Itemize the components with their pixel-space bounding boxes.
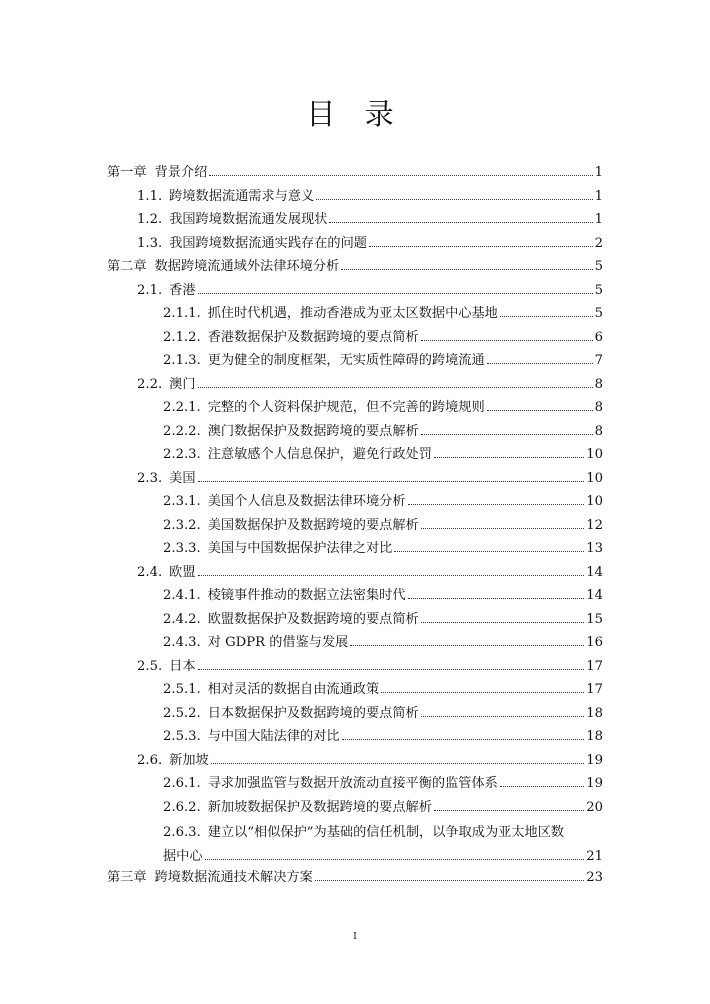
toc-entry[interactable] xyxy=(107,821,603,868)
toc-entry-title: 注意敏感个人信息保护，避免行政处罚 xyxy=(207,447,432,462)
toc-entry-number: 第一章 xyxy=(107,165,147,180)
toc-entry-title: 新加坡数据保护及数据跨境的要点解析 xyxy=(207,799,432,815)
toc-dot-leader xyxy=(421,528,584,529)
toc-dot-leader xyxy=(209,175,592,176)
toc-entry-page: 2 xyxy=(594,235,603,251)
toc-entry[interactable] xyxy=(107,751,603,775)
toc-entry-page: 6 xyxy=(594,329,603,345)
toc-entry-title: 完整的个人资料保护规范，但不完善的跨境规则 xyxy=(207,400,485,415)
toc-entry[interactable] xyxy=(107,492,603,516)
toc-entry-number: 2.1. xyxy=(137,282,163,298)
toc-entry-title: 棱镜事件推动的数据立法密集时代 xyxy=(207,588,406,603)
toc-dot-leader xyxy=(342,739,585,740)
toc-entry-page: 16 xyxy=(586,635,603,650)
toc-entry-title: 日本数据保护及数据跨境的要点简析 xyxy=(207,705,419,721)
toc-entry-number: 2.4.3. xyxy=(163,635,201,650)
toc-dot-leader xyxy=(434,810,584,811)
toc-entry-number: 1.1. xyxy=(137,188,163,204)
toc-entry-number: 第三章 xyxy=(107,870,147,885)
toc-entry-number: 2.3.2. xyxy=(163,517,201,533)
toc-entry-number: 2.3.3. xyxy=(163,541,201,556)
toc-entry-page: 10 xyxy=(586,470,603,486)
toc-dot-leader xyxy=(369,246,593,247)
toc-entry-page: 23 xyxy=(586,870,603,885)
toc-entry[interactable] xyxy=(107,469,603,493)
toc-entry-page: 1 xyxy=(594,188,603,204)
toc-entry-title: 美国数据保护及数据跨境的要点解析 xyxy=(207,517,419,533)
toc-entry-title: 欧盟 xyxy=(169,564,196,580)
toc-entry[interactable] xyxy=(107,281,603,305)
toc-entry-number: 2.6.3. xyxy=(163,825,201,840)
toc-entry-title: 新加坡 xyxy=(169,752,209,768)
toc-entry-page: 5 xyxy=(594,259,603,274)
toc-entry-number: 1.3. xyxy=(137,235,163,251)
toc-entry-number: 2.5. xyxy=(137,658,163,674)
toc-entry[interactable] xyxy=(107,633,603,657)
toc-entry-title: 澳门数据保护及数据跨境的要点解析 xyxy=(207,423,419,439)
toc-entry-title: 香港数据保护及数据跨境的要点简析 xyxy=(207,329,419,345)
toc-dot-leader xyxy=(500,316,593,317)
toc-dot-leader xyxy=(408,598,585,599)
toc-entry-number: 2.5.2. xyxy=(163,705,201,721)
toc-entry-title: 抓住时代机遇，推动香港成为亚太区数据中心基地 xyxy=(207,306,498,321)
page-number-footer: I xyxy=(353,932,357,942)
toc-entry-title: 与中国大陆法律的对比 xyxy=(207,729,340,744)
toc-entry[interactable] xyxy=(107,727,603,751)
toc-dot-leader xyxy=(500,786,584,787)
toc-dot-leader xyxy=(198,575,585,576)
toc-entry-number: 2.2.3. xyxy=(163,447,201,462)
toc-entry[interactable] xyxy=(107,657,603,681)
toc-entry[interactable] xyxy=(107,398,603,422)
toc-entry-number: 2.2.1. xyxy=(163,400,201,415)
toc-entry-number: 1.2. xyxy=(137,212,163,227)
toc-entry-title: 跨境数据流通需求与意义 xyxy=(169,188,315,204)
toc-entry[interactable] xyxy=(107,868,603,892)
toc-entry-number: 2.2.2. xyxy=(163,423,201,439)
toc-entry-page: 5 xyxy=(594,282,603,298)
toc-dot-leader xyxy=(487,410,593,411)
toc-entry-number: 2.6.2. xyxy=(163,799,201,815)
toc-entry-number: 2.3. xyxy=(137,470,163,486)
toc-entry[interactable] xyxy=(107,586,603,610)
toc-entry-page: 17 xyxy=(586,658,603,674)
toc-entry[interactable] xyxy=(107,422,603,446)
toc-entry-number: 2.2. xyxy=(137,376,163,392)
toc-dot-leader xyxy=(421,434,593,435)
toc-entry-number: 2.5.1. xyxy=(163,682,201,697)
toc-entry-page: 21 xyxy=(586,848,603,864)
toc-entry-title: 日本 xyxy=(169,658,196,674)
toc-entry-page: 14 xyxy=(586,588,603,603)
toc-entry-title: 欧盟数据保护及数据跨境的要点简析 xyxy=(207,611,419,627)
toc-entry-page: 8 xyxy=(594,400,603,415)
toc-entry[interactable] xyxy=(107,704,603,728)
toc-entry-page: 1 xyxy=(594,165,603,180)
toc-entry-page: 17 xyxy=(586,682,603,697)
toc-dot-leader xyxy=(315,880,584,881)
toc-entry-page: 13 xyxy=(586,541,603,556)
toc-entry[interactable] xyxy=(107,445,603,469)
toc-entry-title: 香港 xyxy=(169,282,196,298)
toc-entry-page: 18 xyxy=(586,729,603,744)
toc-entry-page: 5 xyxy=(594,306,603,321)
toc-dot-leader xyxy=(487,363,593,364)
toc-entry-number: 2.5.3. xyxy=(163,729,201,744)
toc-entry-page: 8 xyxy=(594,423,603,439)
toc-entry-title: 寻求加强监管与数据开放流动直接平衡的监管体系 xyxy=(207,776,498,791)
toc-entry-number: 2.1.2. xyxy=(163,329,201,345)
toc-entry-title: 对 GDPR 的借鉴与发展 xyxy=(207,635,349,650)
toc-entry[interactable] xyxy=(107,187,603,211)
toc-entry-title-continued: 据中心 xyxy=(163,848,203,864)
toc-entry-title: 我国跨境数据流通实践存在的问题 xyxy=(169,235,367,251)
toc-entry-title: 建立以“相似保护”为基础的信任机制，以争取成为亚太地区数 xyxy=(207,825,565,840)
toc-dot-leader xyxy=(421,340,593,341)
toc-entry-page: 10 xyxy=(586,447,603,462)
toc-dot-leader xyxy=(198,293,593,294)
toc-entry-page: 8 xyxy=(594,376,603,392)
toc-dot-leader xyxy=(341,269,592,270)
toc-entry[interactable] xyxy=(107,351,603,375)
toc-dot-leader xyxy=(198,669,585,670)
toc-entry-page: 12 xyxy=(586,517,603,533)
toc-entry[interactable] xyxy=(107,610,603,634)
toc-entry-title: 美国个人信息及数据法律环境分析 xyxy=(207,494,406,509)
toc-entry-page: 14 xyxy=(586,564,603,580)
toc-entry-title: 数据跨境流通域外法律环境分析 xyxy=(154,259,340,274)
toc-entry-number: 2.3.1. xyxy=(163,494,201,509)
toc-entry[interactable] xyxy=(107,257,603,281)
toc-entry-title: 美国 xyxy=(169,470,196,486)
toc-entry-title: 背景介绍 xyxy=(154,165,208,180)
toc-entry-number: 2.1.3. xyxy=(163,353,201,368)
page-title: 目 录 xyxy=(306,97,404,131)
toc-dot-leader xyxy=(211,763,584,764)
toc-entry-number: 2.4. xyxy=(137,564,163,580)
toc-entry-number: 2.4.2. xyxy=(163,611,201,627)
toc-entry[interactable] xyxy=(107,774,603,798)
toc-dot-leader xyxy=(408,504,585,505)
toc-entry[interactable] xyxy=(107,163,603,187)
toc-entry-page: 20 xyxy=(586,799,603,815)
toc-entry-title: 跨境数据流通技术解决方案 xyxy=(154,870,313,885)
toc-dot-leader xyxy=(350,645,584,646)
toc-entry[interactable] xyxy=(107,328,603,352)
toc-dot-leader xyxy=(198,387,593,388)
toc-dot-leader xyxy=(394,551,584,552)
toc-dot-leader xyxy=(381,692,584,693)
toc-entry[interactable] xyxy=(107,539,603,563)
toc-entry[interactable] xyxy=(107,563,603,587)
toc-entry-title: 更为健全的制度框架，无实质性障碍的跨境流通 xyxy=(207,353,485,368)
toc-entry[interactable] xyxy=(107,210,603,234)
toc-entry-title: 澳门 xyxy=(169,376,196,392)
toc-entry-number: 第二章 xyxy=(107,259,147,274)
toc-dot-leader xyxy=(198,481,585,482)
toc-entry-page: 10 xyxy=(586,494,603,509)
toc-entry[interactable] xyxy=(107,798,603,822)
toc-entry-page: 1 xyxy=(594,212,603,227)
toc-entry[interactable] xyxy=(107,516,603,540)
toc-entry-title: 我国跨境数据流通发展现状 xyxy=(169,212,328,227)
toc-entry[interactable] xyxy=(107,680,603,704)
toc-entry-page: 18 xyxy=(586,705,603,721)
toc-entry-title: 美国与中国数据保护法律之对比 xyxy=(207,541,393,556)
toc-entry[interactable] xyxy=(107,234,603,258)
toc-dot-leader xyxy=(329,222,592,223)
toc-entry-title: 相对灵活的数据自由流通政策 xyxy=(207,682,380,697)
table-of-contents xyxy=(107,163,603,892)
toc-entry-page: 15 xyxy=(586,611,603,627)
toc-entry-number: 2.4.1. xyxy=(163,588,201,603)
toc-dot-leader xyxy=(205,859,585,860)
toc-entry-number: 2.6. xyxy=(137,752,163,768)
toc-dot-leader xyxy=(421,622,584,623)
toc-entry-page: 19 xyxy=(586,776,603,791)
toc-entry-number: 2.6.1. xyxy=(163,776,201,791)
toc-entry-page: 7 xyxy=(594,353,603,368)
toc-entry-page: 19 xyxy=(586,752,603,768)
toc-dot-leader xyxy=(316,199,592,200)
toc-dot-leader xyxy=(434,457,584,458)
toc-entry-number: 2.1.1. xyxy=(163,306,201,321)
toc-entry[interactable] xyxy=(107,375,603,399)
toc-entry[interactable] xyxy=(107,304,603,328)
toc-dot-leader xyxy=(421,716,584,717)
